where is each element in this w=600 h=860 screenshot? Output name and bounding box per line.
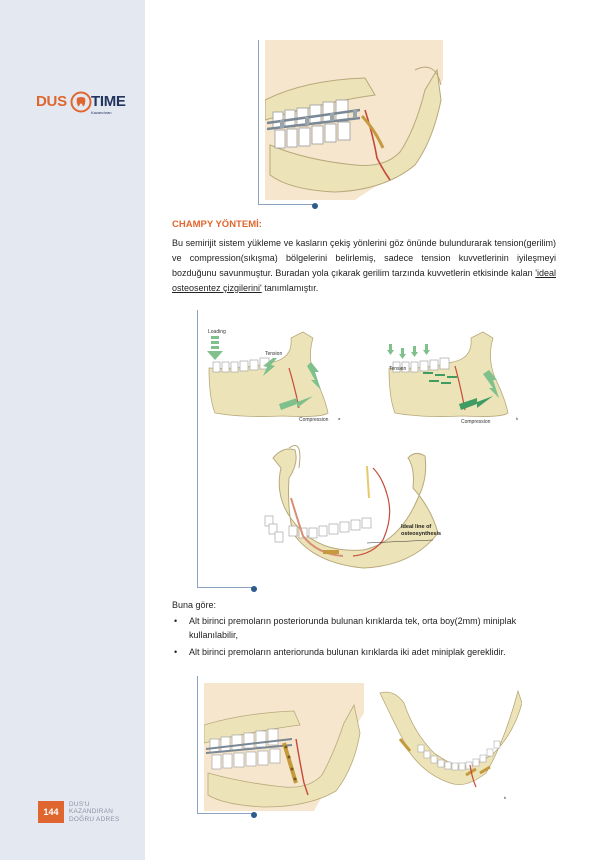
logo-tagline: Kazandıran (91, 110, 112, 115)
logo-text-right: TIME (91, 93, 126, 110)
paragraph-end: tanımlamıştır. (261, 283, 319, 293)
figure-3-plate-illustration (204, 683, 522, 811)
panel-letter-b2: b (504, 795, 507, 800)
list-intro: Buna göre: (172, 600, 217, 610)
sidebar (0, 0, 145, 860)
bullet-list (172, 614, 556, 662)
figure-1-mandible-illustration (265, 40, 443, 200)
list-item: • Alt birinci premoların posteriorunda bulunan kırıklarda tek, orta boy(2mm) miniplak kullanılabilir, (172, 614, 556, 642)
section-heading: CHAMPY YÖNTEMİ: (172, 219, 262, 230)
figure-2-dot (251, 586, 257, 592)
logo-text-left: DUS (36, 93, 67, 110)
ideal-line-label-1: Ideal line of (401, 524, 432, 530)
tension-label: Tension (265, 351, 283, 357)
section-paragraph (172, 236, 556, 296)
footer-line-1: DUS'U (69, 801, 90, 808)
brand-logo (36, 91, 126, 119)
page-number: 144 (38, 801, 64, 823)
footer-slogan (69, 801, 139, 823)
ideal-line-label-2: osteosynthesis (401, 531, 442, 537)
paragraph-underlined: 'ideal osteosentez çizgilerini' (172, 268, 556, 293)
footer-line-2: KAZANDIRAN (69, 808, 114, 816)
figure-1-dot (312, 203, 318, 209)
compression-label-b: Compression (461, 419, 491, 425)
footer-line-3: DOĞRU ADRES (69, 815, 120, 823)
loading-label: Loading (208, 329, 226, 335)
tension-label-b: Tension (389, 366, 407, 372)
list-item: • Alt birinci premoların anteriorunda bulunan kırıklarda iki adet miniplak gereklidir. (172, 645, 556, 659)
paragraph-main: Bu semirijit sistem yükleme ve kasların çekiş yönlerini göz önünde bulundurarak tension(gerilim) ve compression(sıkışma) bölgelerini belirlemiş, sadece tension kuvvetlerinin iyileşmeyi bozduğunu savunmuştur. Buradan yola çıkarak gerilim tarzında kuvvetlerin etkisinde kalan (172, 238, 556, 278)
figure-3-dot (251, 812, 257, 818)
compression-label: Compression (299, 417, 329, 423)
panel-letter-b: b (516, 416, 519, 421)
tooth-icon (70, 91, 92, 113)
panel-letter-a: a (338, 416, 341, 421)
figure-2-champy-diagram (203, 318, 533, 580)
